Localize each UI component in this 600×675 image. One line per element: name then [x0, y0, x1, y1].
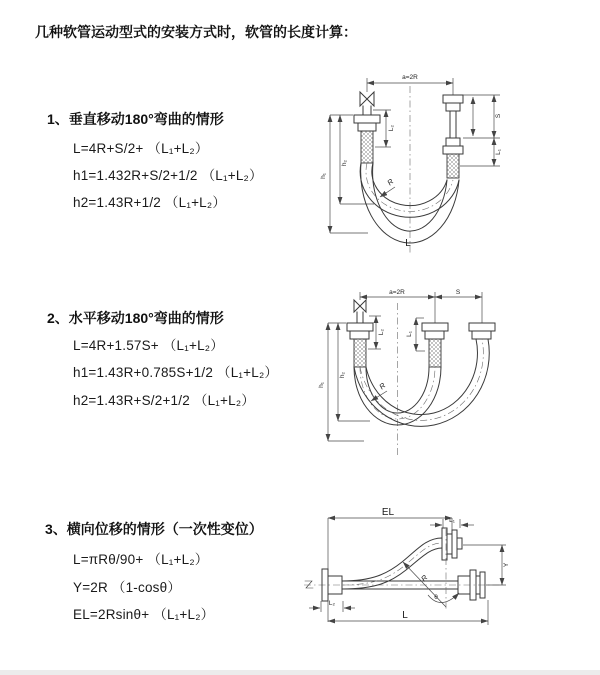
hose-loop	[354, 339, 489, 426]
dim-el	[328, 507, 452, 622]
dim-l2	[368, 316, 385, 349]
right-fitting	[469, 323, 495, 339]
dim-label-l2: L₂	[388, 124, 395, 132]
dim-l2	[309, 600, 355, 612]
middle-fitting	[422, 323, 448, 367]
upper-fitting	[442, 528, 462, 560]
diagram-horizontal-180-bend	[312, 283, 552, 473]
dim-label-l1: L₁	[449, 517, 455, 524]
dim-label-h1: h₁	[320, 173, 327, 179]
page-title: 几种软管运动型式的安装方式时，软管的长度计算：	[35, 24, 357, 40]
dim-label-l1: L₁	[406, 331, 413, 337]
dim-length	[328, 600, 488, 625]
section-2-formula-L: L=4R+1.57S+ （L₁+L₂）	[73, 338, 224, 353]
dim-label-h2: h₂	[339, 371, 346, 379]
radius-callout	[380, 177, 396, 197]
dim-label-l2: L₂	[328, 600, 336, 607]
dim-label-theta: θ	[434, 594, 438, 601]
section-3-formula-EL: EL=2Rsinθ+ （L₁+L₂）	[73, 607, 215, 622]
dim-label-s: S	[455, 289, 461, 296]
section-2-formula-h2: h2=1.43R+S/2+1/2 （L₁+L₂）	[73, 393, 255, 408]
section-3-formula-Y: Y=2R （1-cosθ）	[73, 580, 182, 595]
diagram-vertical-180-bend	[310, 68, 545, 260]
dim-label-l2: L₂	[378, 328, 385, 336]
diagram-lateral-displacement	[300, 505, 585, 645]
section-2-heading: 2、水平移动180°弯曲的情形	[47, 310, 224, 326]
section-1-formula-h1: h1=1.432R+S/2+1/2 （L₁+L₂）	[73, 168, 263, 183]
dim-label-radius: R	[385, 176, 396, 188]
dim-label-radius: R	[377, 380, 388, 392]
dim-label-h2: h₂	[341, 159, 348, 167]
section-1-formula-h2: h2=1.43R+1/2 （L₁+L₂）	[73, 195, 227, 210]
dim-label-el: EL	[381, 507, 395, 518]
dim-label-span: a=2R	[402, 74, 418, 81]
dim-label-y: Y	[503, 562, 510, 568]
dim-label-radius: R	[419, 573, 430, 584]
left-fitting	[354, 106, 380, 163]
dim-label-span: a=2R	[389, 289, 405, 296]
hose-loop	[360, 163, 459, 243]
dim-label-h1: h₁	[318, 382, 325, 388]
section-3-formula-L: L=πRθ/90+ （L₁+L₂）	[73, 552, 209, 567]
section-2-formula-h1: h1=1.43R+0.785S+1/2 （L₁+L₂）	[73, 365, 279, 380]
radius-callout	[371, 381, 388, 401]
dim-label-length: L	[405, 238, 411, 249]
section-1-heading: 1、垂直移动180°弯曲的情形	[47, 111, 224, 127]
dim-label-l1: L₁	[495, 149, 502, 155]
centerline-break-mark	[305, 581, 313, 588]
section-1-formula-L: L=4R+S/2+ （L₁+L₂）	[73, 141, 209, 156]
dim-s-l1	[460, 95, 502, 166]
angle-construction	[403, 529, 459, 609]
valve-icon	[354, 300, 366, 312]
right-fitting	[443, 95, 463, 178]
dim-label-s: S	[495, 113, 502, 119]
valve-icon	[360, 92, 374, 106]
section-3-heading: 3、横向位移的情形（一次性变位）	[45, 521, 263, 537]
left-fitting	[347, 312, 373, 367]
dim-label-length: L	[402, 610, 408, 621]
